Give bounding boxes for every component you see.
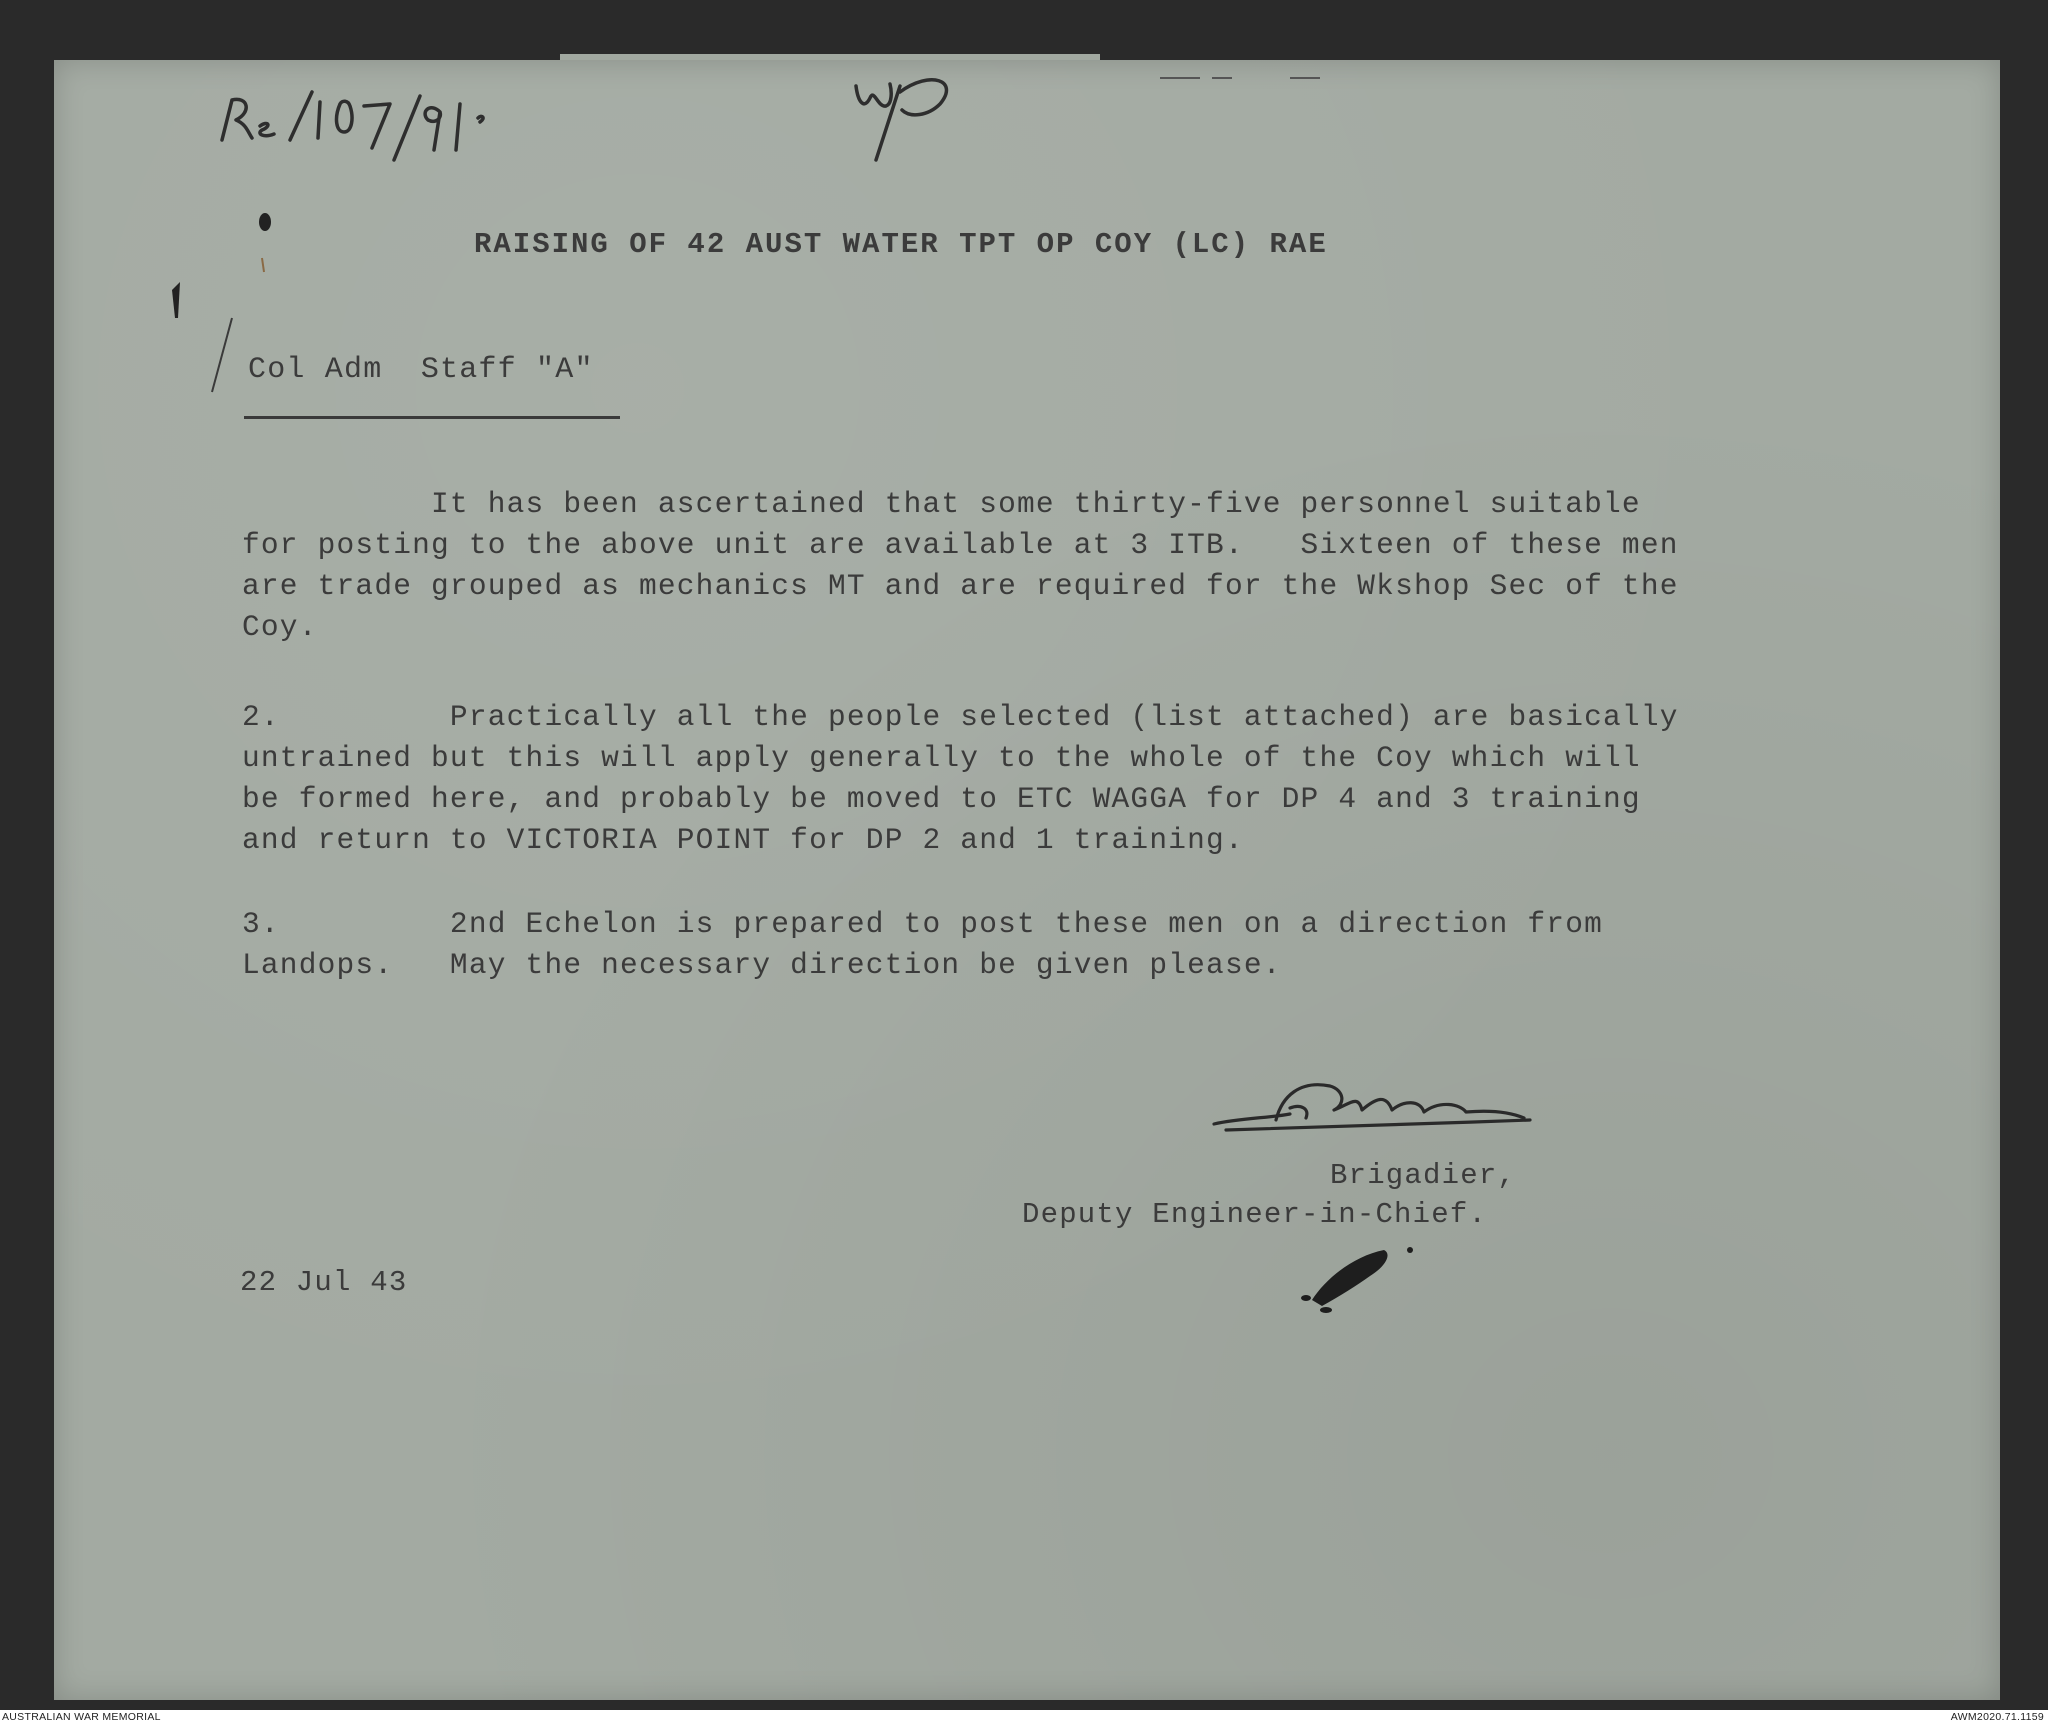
paragraph-line: 3. 2nd Echelon is prepared to post these men on a direction from Landops. May the necessary direction be given please. [242, 907, 1604, 982]
paragraph-line: It has been ascertained that some thirty-five personnel suitable for posting to the above unit are available at 3 ITB. Sixteen of these men are trade grouped as mechanics MT and are required for the Wkshop Sec of the Coy. [242, 487, 1679, 644]
handwritten-reference-mark [222, 92, 483, 160]
addressee-underline [244, 416, 620, 419]
document-date: 22 Jul 43 [240, 1266, 408, 1299]
ink-blot [1301, 1247, 1413, 1313]
footer-institution: AUSTRALIAN WAR MEMORIAL [2, 1711, 161, 1723]
addressee: Col Adm Staff "A" [248, 353, 594, 387]
footer-accession-number: AWM2020.71.1159 [1950, 1711, 2044, 1723]
signature-squiggle [1214, 1085, 1530, 1130]
document-title: RAISING OF 42 AUST WATER TPT OP COY (LC) RAE [474, 228, 1328, 261]
signature-rank: Brigadier, [1330, 1159, 1517, 1192]
paragraph-line: 2. Practically all the people selected (list attached) are basically untrained but this will apply generally to the whole of the Coy which will be formed here, and probably be moved to ETC WAGGA for DP 4 and 3 training and return to VICTORIA POINT for DP 2 and 1 training. [242, 700, 1679, 857]
handwritten-initials-mark [856, 80, 946, 160]
signature-title: Deputy Engineer-in-Chief. [1022, 1198, 1488, 1231]
